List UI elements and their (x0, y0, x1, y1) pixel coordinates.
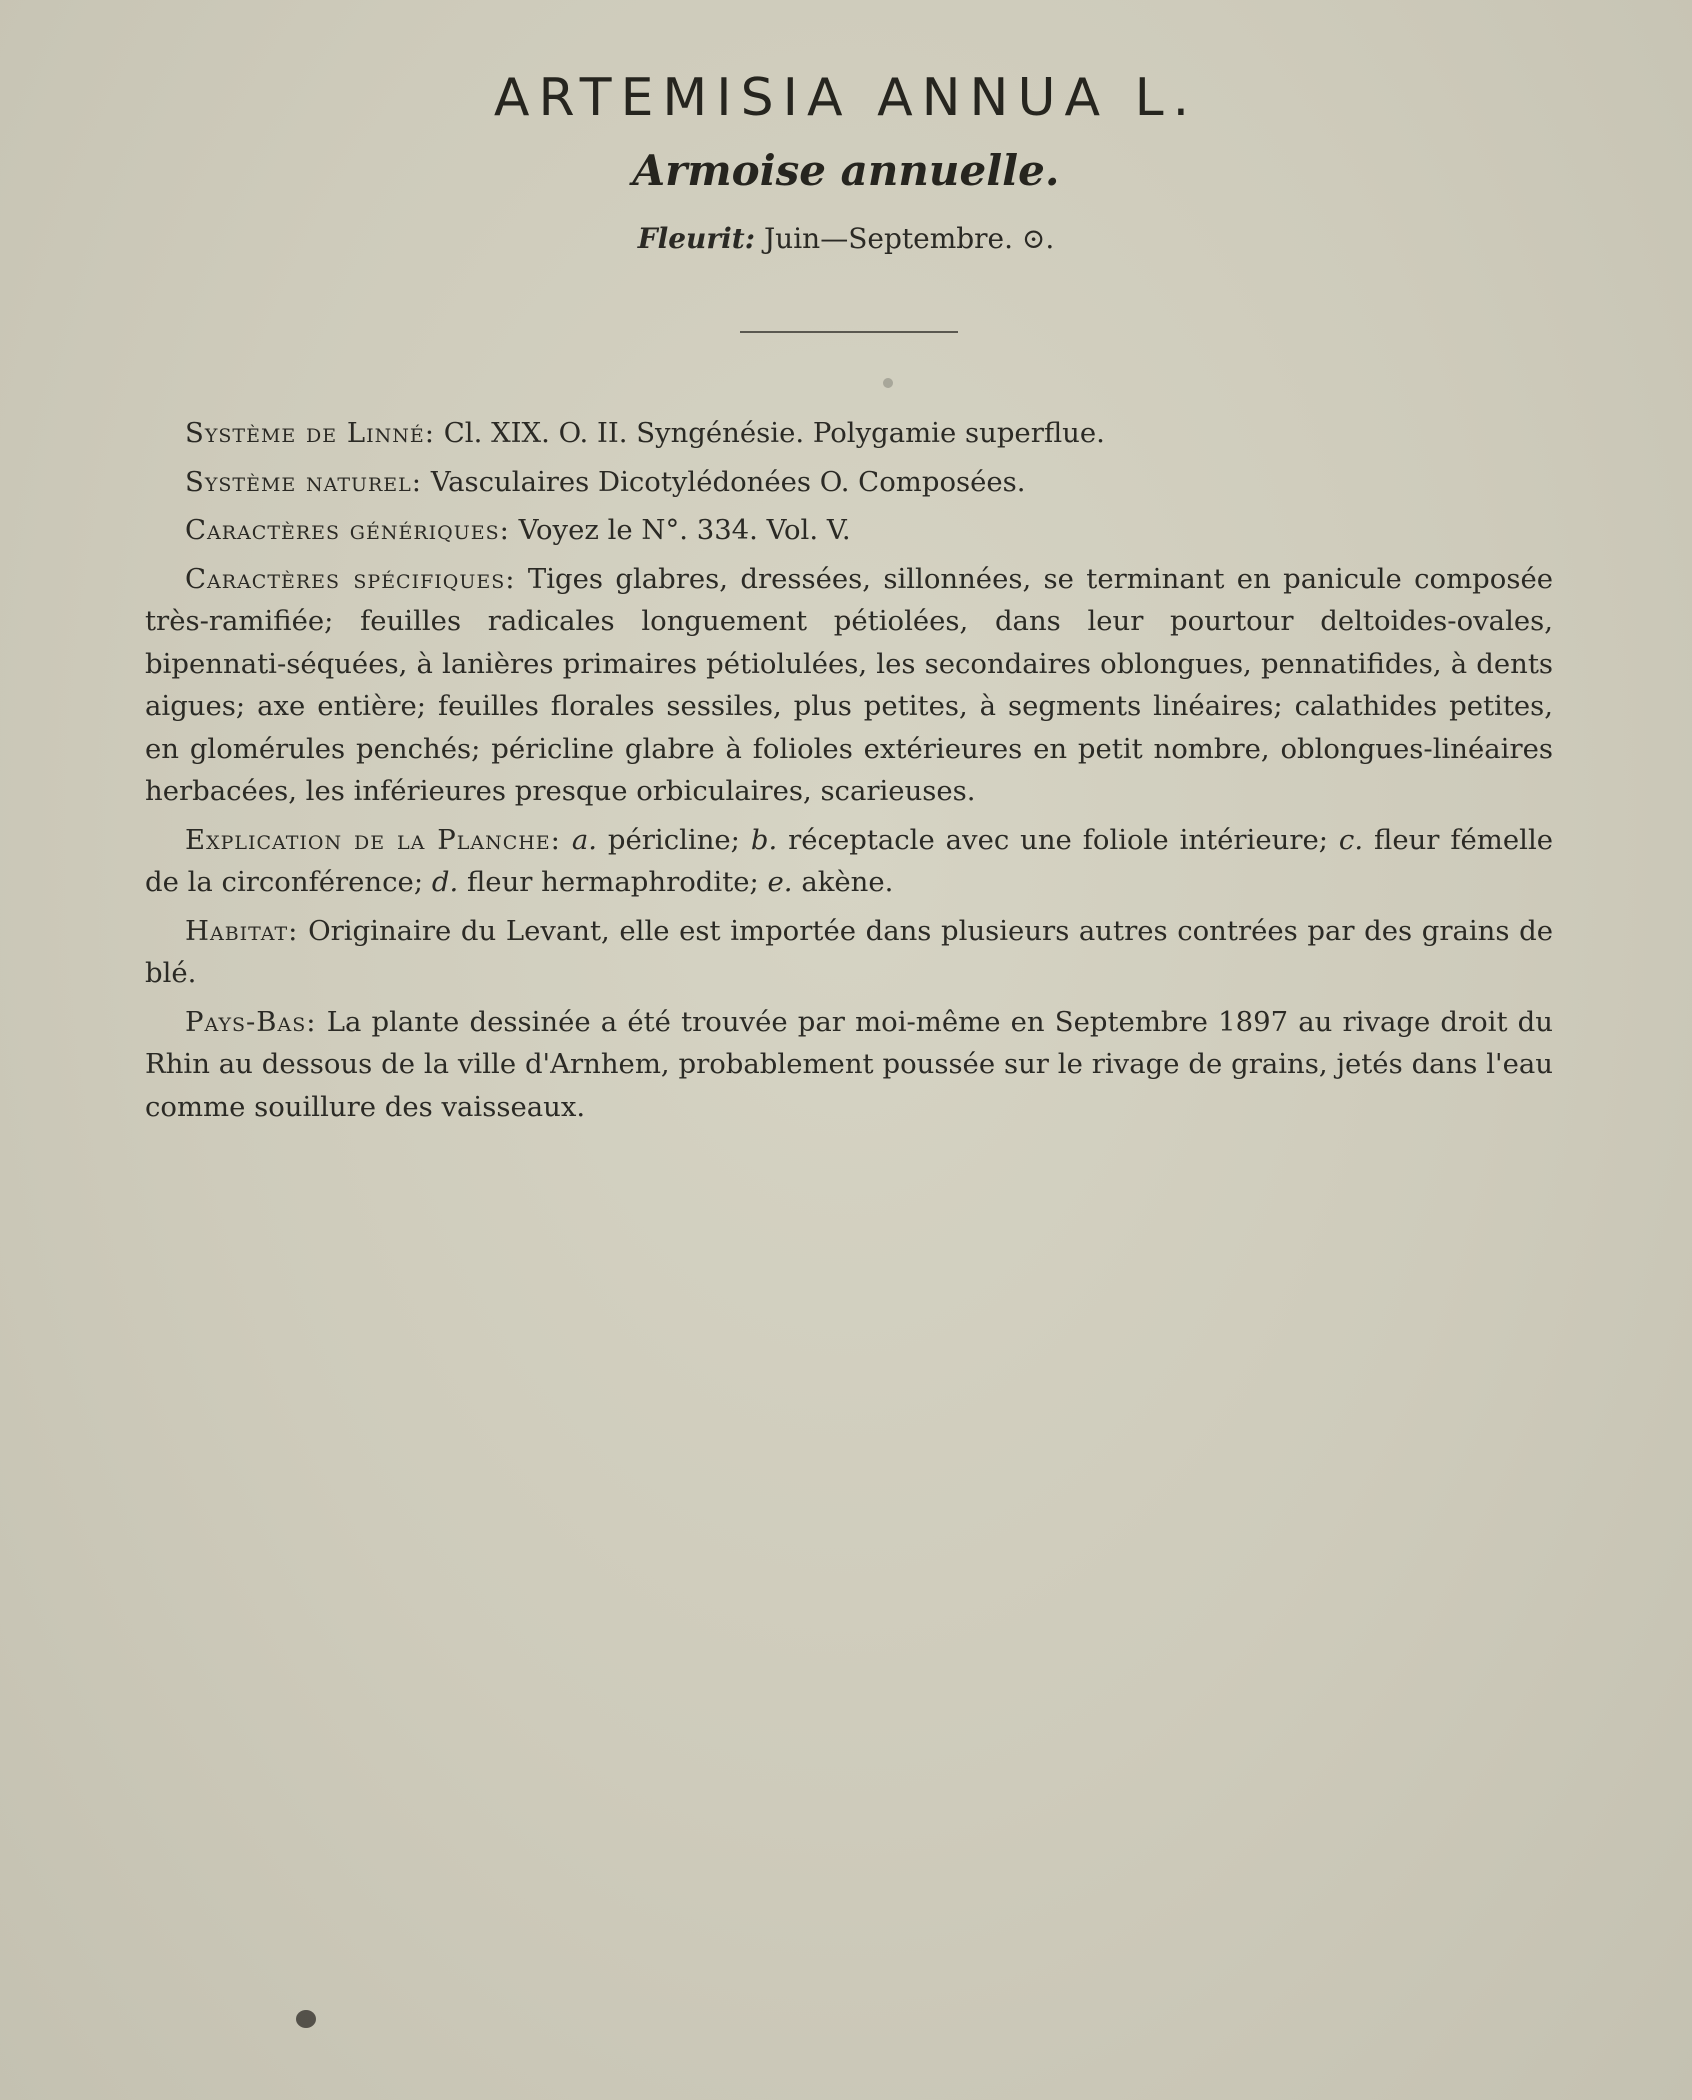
section-naturel (145, 461, 1553, 504)
section-label: Système naturel: (185, 465, 423, 498)
section-specifiques (145, 558, 1553, 813)
plate-item: péricline; (607, 823, 740, 856)
section-text: Tiges glabres, dressées, sillonnées, se terminant en panicule composée très-ramifiée; feuilles radicales longuement pétiolées, dans leur pourtour deltoides-ovales, bipennati-séquées, à lanières primaires pétiolulées, les secondaires oblongues, pennatifides, à dents aigues; axe entière; feuilles florales sessiles, plus petites, à segments linéaires; calathides petites, en glomérules penchés; péricline glabre à folioles extérieures en petit nombre, oblongues-linéaires herbacées, les inférieures presque orbiculaires, scarieuses. (145, 562, 1553, 807)
section-label: Pays-Bas: (185, 1005, 317, 1038)
species-title: ARTEMISIA ANNUA L. (493, 68, 1199, 128)
section-label: Caractères génériques: (185, 514, 510, 546)
section-text: Originaire du Levant, elle est importée dans plusieurs autres contrées par des grains de blé. (145, 914, 1553, 989)
section-text: Voyez le N°. 334. Vol. V. (518, 514, 851, 546)
common-name: Armoise annuelle. (632, 146, 1060, 195)
plate-letter: d. (431, 866, 459, 898)
section-planche (145, 819, 1553, 904)
section-label: Système de Linné: (185, 417, 436, 449)
section-label: Caractères spécifiques: (185, 562, 516, 595)
plate-item: réceptacle avec une foliole intérieure; (788, 823, 1329, 856)
section-text: Cl. XIX. O. II. Syngénésie. Polygamie superflue. (443, 417, 1105, 449)
ink-spot (296, 2010, 316, 2028)
plate-letter: b. (750, 823, 778, 856)
plate-letter: c. (1338, 823, 1364, 856)
section-text: Vasculaires Dicotylédonées O. Composées. (430, 465, 1026, 498)
paper-speck (883, 378, 893, 388)
section-label: Explication de la Planche: (185, 823, 561, 856)
section-text: La plante dessinée a été trouvée par moi-même en Septembre 1897 au rivage droit du Rhin au dessous de la ville d'Arnhem, probablement poussée sur le rivage de grains, jetés dans l'eau comme souillure des vaisseaux. (145, 1005, 1553, 1123)
plate-item: fleur fémelle de la circonférence; (145, 823, 1554, 898)
title-divider (740, 331, 958, 333)
plate-item: fleur hermaphrodite; (466, 866, 759, 898)
section-generiques (145, 509, 1553, 552)
plate-letter: a. (571, 823, 597, 856)
plate-letter: e. (767, 866, 793, 898)
section-habitat (145, 910, 1553, 995)
section-pays-bas (145, 1001, 1553, 1129)
section-linne (145, 412, 1553, 455)
plate-item: akène. (801, 866, 894, 898)
flowering-value: Juin—Septembre. ⊙. (763, 222, 1055, 255)
description-body (145, 412, 1553, 1134)
flowering-period (0, 222, 1692, 255)
section-label: Habitat: (185, 914, 299, 947)
flowering-label: Fleurit: (637, 222, 756, 255)
